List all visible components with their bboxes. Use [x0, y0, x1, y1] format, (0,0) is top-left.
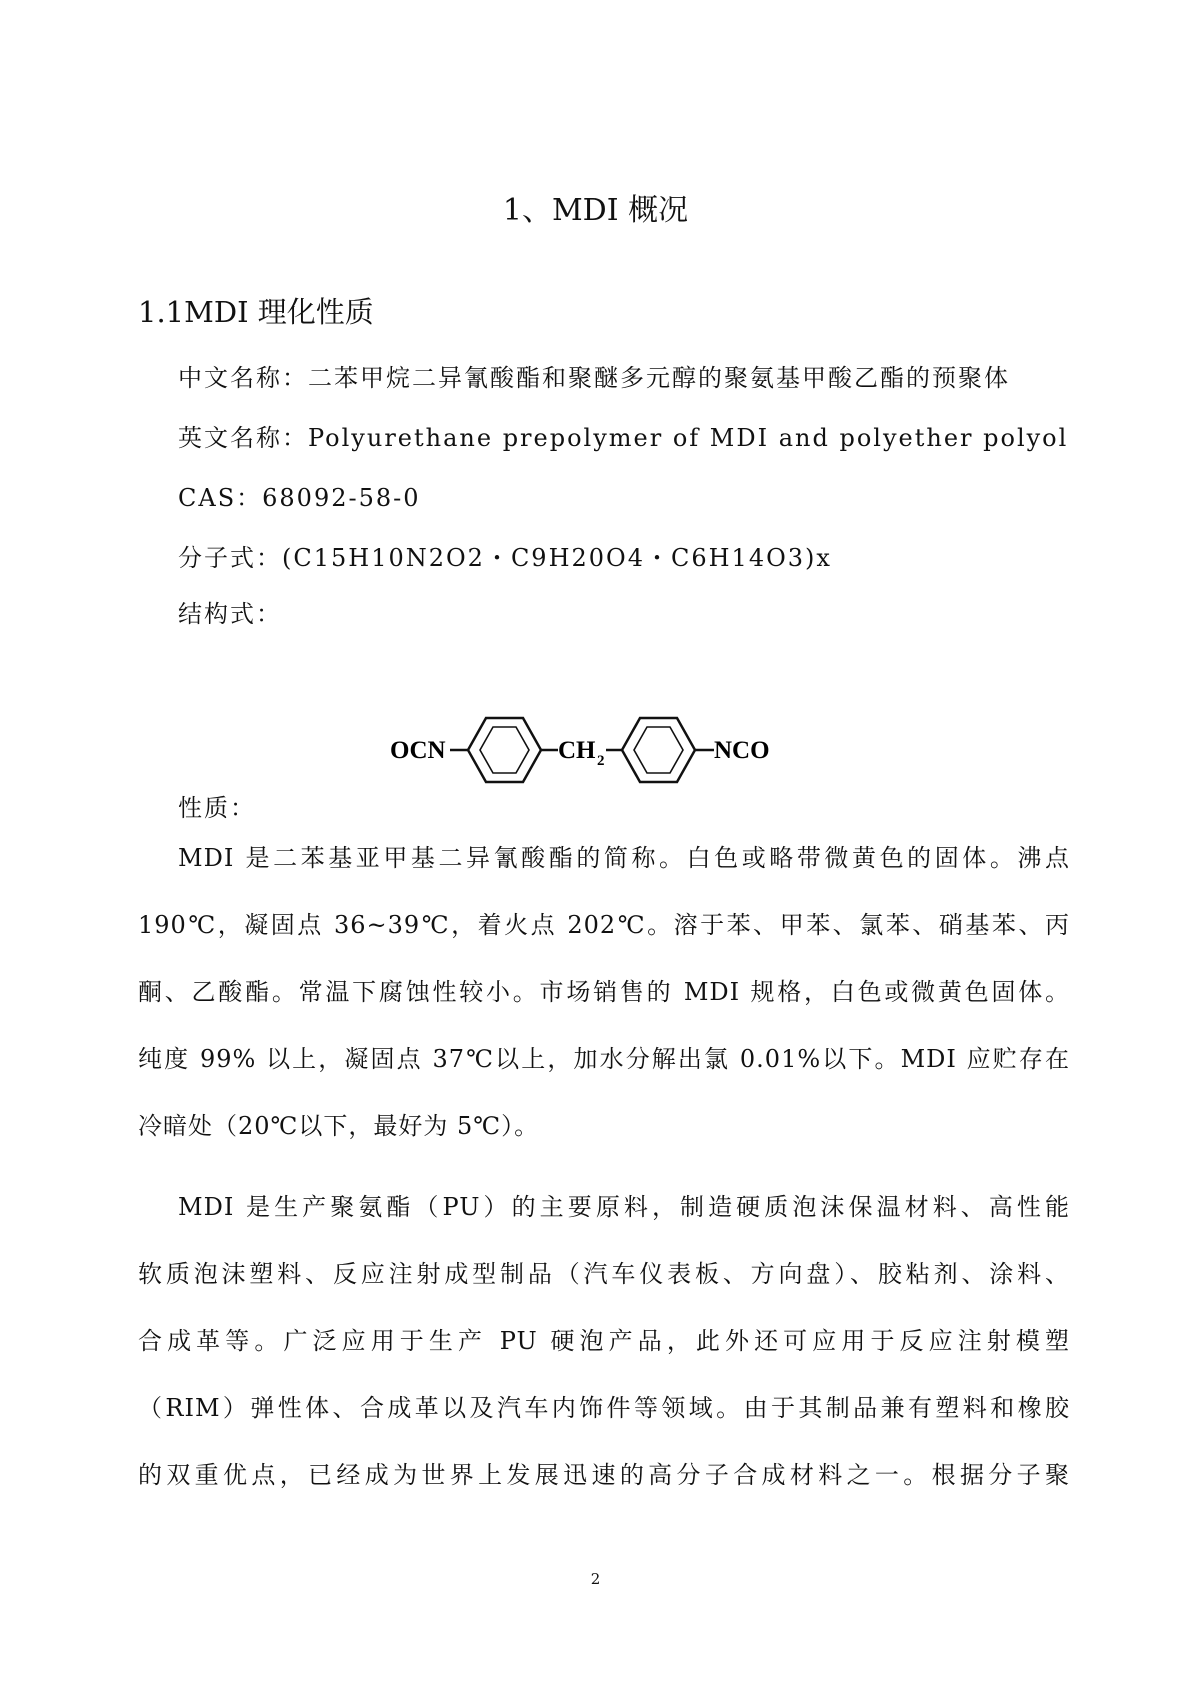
- mdi-structure-diagram: [390, 700, 810, 790]
- structure-left-group: OCN: [390, 737, 446, 764]
- paragraph-line: 冷暗处（20℃以下，最好为 5℃）。: [138, 1112, 540, 1140]
- structure-right-group: NCO: [714, 737, 770, 764]
- chinese-name-line: 中文名称：二苯甲烷二异氰酸酯和聚醚多元醇的聚氨基甲酸乙酯的预聚体: [178, 364, 1010, 392]
- section-title: 1.1MDI 理化性质: [138, 295, 374, 329]
- chapter-heading: 1、MDI 概况: [502, 193, 689, 228]
- structure-center-group: CH: [558, 737, 596, 764]
- paragraph-properties: [138, 834, 1070, 1169]
- english-name-line: 英文名称：Polyurethane prepolymer of MDI and polyether polyol: [178, 424, 1069, 452]
- paragraph-line: 软质泡沫塑料、反应注射成型制品（汽车仪表板、方向盘）、胶粘剂、涂料、: [138, 1260, 1070, 1288]
- structural-formula: [390, 700, 810, 794]
- paragraph-line: 190℃，凝固点 36~39℃，着火点 202℃。溶于苯、甲苯、氯苯、硝基苯、丙: [138, 911, 1070, 939]
- cas-line: CAS：68092-58-0: [178, 484, 421, 512]
- page-number: 2: [590, 1570, 601, 1588]
- paragraph-line: 合成革等。广泛应用于生产 PU 硬泡产品，此外还可应用于反应注射模塑: [138, 1327, 1070, 1355]
- structure-center-subscript: 2: [597, 753, 605, 769]
- paragraph-line: 的双重优点，已经成为世界上发展迅速的高分子合成材料之一。根据分子聚: [138, 1461, 1070, 1489]
- paragraph-line: （RIM）弹性体、合成革以及汽车内饰件等领域。由于其制品兼有塑料和橡胶: [138, 1394, 1070, 1422]
- formula-line: 分子式：(C15H10N2O2・C9H20O4・C6H14O3)x: [178, 544, 832, 572]
- benzene-ring-left: [468, 718, 541, 782]
- paragraph-applications: [138, 1183, 1070, 1518]
- nature-label: 性质：: [178, 794, 256, 822]
- structure-label: 结构式：: [178, 600, 282, 628]
- paragraph-line: MDI 是生产聚氨酯（PU）的主要原料，制造硬质泡沫保温材料、高性能: [178, 1193, 1070, 1221]
- paragraph-line: MDI 是二苯基亚甲基二异氰酸酯的简称。白色或略带微黄色的固体。沸点: [178, 844, 1070, 872]
- paragraph-line: 纯度 99% 以上，凝固点 37℃以上，加水分解出氯 0.01%以下。MDI 应贮存在: [138, 1045, 1070, 1073]
- benzene-ring-right: [622, 718, 695, 782]
- paragraph-line: 酮、乙酸酯。常温下腐蚀性较小。市场销售的 MDI 规格，白色或微黄色固体。: [138, 978, 1070, 1006]
